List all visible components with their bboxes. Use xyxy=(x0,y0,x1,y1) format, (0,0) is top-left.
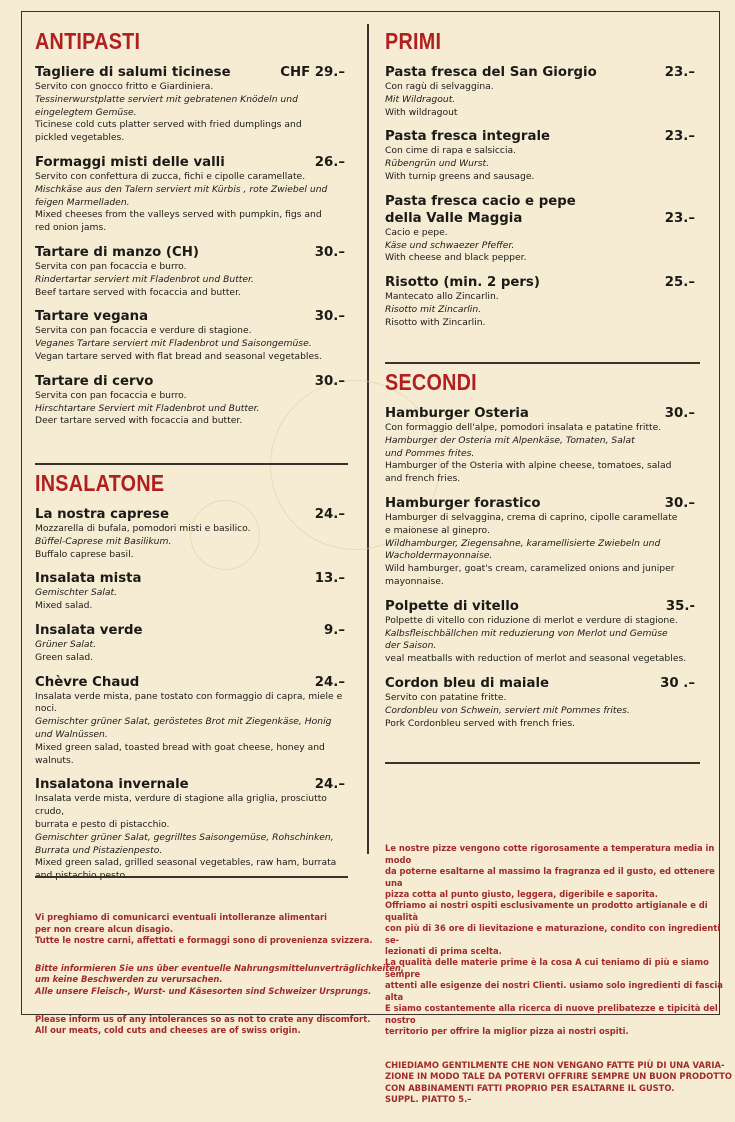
item-description-en: Mixed green salad, grilled seasonal vegetables, raw ham, burrata xyxy=(35,857,337,869)
item-description-it: Insalata verde mista, pane tostato con formaggio di capra, miele e noci. xyxy=(35,690,343,715)
menu-item xyxy=(385,274,703,329)
item-name: Insalata verde xyxy=(35,622,143,638)
item-description-it: Insalata verde mista, verdure di stagione alla griglia, prosciutto crudo, burrata e pesto di pistacchio. xyxy=(35,793,327,830)
item-description-en: Risotto with Zincarlin. xyxy=(385,316,486,328)
section-divider xyxy=(35,876,348,878)
section-title: ANTIPASTI xyxy=(35,28,141,54)
menu-item xyxy=(35,373,353,428)
item-price: 30 .– xyxy=(660,675,695,691)
item-description-en: Mixed salad. xyxy=(35,600,93,612)
item-price: 26.– xyxy=(314,154,345,170)
item-description-it: Con cime di rapa e salsiccia. xyxy=(385,145,517,157)
section-title: INSALATONE xyxy=(35,470,165,496)
allergy-note xyxy=(35,901,404,1053)
item-price: 30.– xyxy=(664,495,695,511)
item-description-de: Mit Wildragout. xyxy=(385,93,456,105)
item-description-en: With cheese and black pepper. xyxy=(385,252,527,264)
item-description-de: Wildhamburger, Ziegensahne, karamellisierte Zwiebeln und Wacholdermayonnaise. xyxy=(385,537,661,562)
item-description-en: Pork Cordonbleu served with french fries. xyxy=(385,717,576,729)
item-description-de: Kalbsfleischbällchen mit reduzierung von Merlot und Gemüse der Saison. xyxy=(385,627,668,652)
item-name: Pasta fresca del San Giorgio xyxy=(385,65,597,80)
item-description-it: Servita con pan focaccia e burro. xyxy=(35,389,187,401)
item-description-de: Grüner Salat. xyxy=(35,638,97,650)
item-description-de: Rindertartar serviert mit Fladenbrot und Butter. xyxy=(35,273,254,285)
item-description-en: Deer tartare served with focaccia and butter. xyxy=(35,415,243,427)
item-description-en: Ticinese cold cuts platter served with fried dumplings and pickled vegetables. xyxy=(35,119,302,144)
item-description-de: Gemischter grüner Salat, gegrilltes Saisongemüse, Rohschinken, Burrata und Pistazienpesto. xyxy=(35,831,334,856)
menu-item xyxy=(385,405,703,486)
item-price: 13.– xyxy=(314,571,345,587)
item-name: Risotto (min. 2 pers) xyxy=(385,275,540,291)
item-description-it: Mozzarella di bufala, pomodori misti e basilico. xyxy=(35,523,251,534)
item-description-en: Mixed green salad, toasted bread with goat cheese, honey and walnuts. xyxy=(35,741,325,766)
item-description-en: Vegan tartare served with flat bread and seasonal vegetables. xyxy=(35,350,322,362)
item-description-it: Servito con confettura di zucca, fichi e cipolle caramellate. xyxy=(35,170,306,182)
item-description-de: Tessinerwurstplatte serviert mit gebratenen Knödeln und eingelegtem Gemüse. xyxy=(35,93,298,118)
section-insalatone xyxy=(35,470,353,892)
item-description-it: Con formaggio dell'alpe, pomodori insalata e patatine fritte. xyxy=(385,422,662,433)
item-description-de: Cordonbleu von Schwein, serviert mit Pommes frites. xyxy=(385,704,630,716)
menu-item xyxy=(385,495,703,589)
allergy-note-it: Vi preghiamo di comunicarci eventuali intolleranze alimentari per non creare alcun disagio. Tutte le nostre carni, affettati e formaggi sono di provenienza svizzera. xyxy=(35,912,373,946)
menu-item xyxy=(385,128,703,183)
menu-item xyxy=(35,308,353,363)
item-description-en: Hamburger of the Osteria with alpine cheese, tomatoes, salad and french fries. xyxy=(385,460,672,485)
menu-item xyxy=(35,622,353,665)
item-name: Pasta fresca cacio e pepe della Valle Maggia xyxy=(385,193,576,226)
section-antipasti xyxy=(35,28,353,437)
item-name: Cordon bleu di maiale xyxy=(385,675,550,691)
item-description-en: Wild hamburger, goat's cream, caramelized onions and juniper mayonnaise. xyxy=(385,563,675,587)
item-description-de: Risotto mit Zincarlin. xyxy=(385,303,482,315)
item-description-de: Hamburger der Osteria mit Alpenkäse, Tomaten, Salat und Pommes frites. xyxy=(385,434,635,459)
item-price: 30.– xyxy=(314,309,345,325)
menu-item xyxy=(35,154,353,235)
item-name: Insalata mista xyxy=(35,571,142,587)
item-description-en: Beef tartare served with focaccia and butter. xyxy=(35,286,241,298)
item-description-de: Büffel-Caprese mit Basilikum. xyxy=(35,535,172,547)
item-price: 25.– xyxy=(664,275,695,291)
variations-note: CHIEDIAMO GENTILMENTE CHE NON VENGANO FATTE PIÙ DI UNA VARIA- ZIONE IN MODO TALE DA POTERVI OFFRIRE SEMPRE UN BUON PRODOTTO CON ABBINAMENTI FATTI PROPRIO PER ESALTARNE IL GUSTO. SUPPL. PIATTO 5.– xyxy=(385,1059,732,1104)
item-description-de: Gemischter Salat. xyxy=(35,587,118,599)
item-description-de: Hirschtartare Serviert mit Fladenbrot und Butter. xyxy=(35,402,260,414)
item-name: La nostra caprese xyxy=(35,507,169,522)
item-description-de: Mischkäse aus den Talern serviert mit Kürbis , rote Zwiebel und feigen Marmelladen. xyxy=(35,183,328,208)
menu-item xyxy=(35,506,353,561)
item-price: 35.- xyxy=(665,598,695,614)
item-price: CHF 29.– xyxy=(280,65,345,80)
menu-item xyxy=(35,674,353,768)
item-name: Tartare di manzo (CH) xyxy=(35,244,199,260)
item-price: 24.– xyxy=(314,674,345,690)
item-description-de: Käse und schwaezer Pfeffer. xyxy=(385,239,515,251)
item-price: 24.– xyxy=(314,507,345,522)
item-description-it: Cacio e pepe. xyxy=(385,226,448,238)
item-description-de: Gemischter grüner Salat, geröstetes Brot mit Ziegenkäse, Honig und Walnüssen. xyxy=(35,716,332,740)
item-name: Chèvre Chaud xyxy=(35,674,140,690)
item-description-it: Servita con pan focaccia e burro. xyxy=(35,260,187,272)
item-name: Insalatona invernale xyxy=(35,777,189,793)
item-description-it: Polpette di vitello con riduzione di merlot e verdure di stagione. xyxy=(385,614,678,626)
item-description-en: Green salad. xyxy=(35,651,94,663)
item-price: 30.– xyxy=(664,406,695,421)
item-description-en: veal meatballs with reduction of merlot and seasonal vegetables. xyxy=(385,653,687,665)
item-name: Tagliere di salumi ticinese xyxy=(35,65,231,80)
item-description-it: Con ragù di selvaggina. xyxy=(385,81,494,92)
allergy-note-de: Bitte informieren Sie uns über eventuelle Nahrungsmittelunverträglichkeiten, um keine Beschwerden zu verursachen. Alle unsere Fleisch-, Wurst- und Käsesorten sind Schweizer Ursprungs. xyxy=(35,963,405,996)
item-description-it: Hamburger di selvaggina, crema di caprino, cipolle caramellate e maionese al ginepro. xyxy=(385,511,678,536)
menu-item xyxy=(35,244,353,299)
item-name: Hamburger Osteria xyxy=(385,406,529,421)
item-name: Polpette di vitello xyxy=(385,598,519,614)
item-description-en: With turnip greens and sausage. xyxy=(385,170,535,182)
item-price: 23.– xyxy=(664,210,695,226)
item-price: 23.– xyxy=(664,129,695,145)
item-description-de: Rübengrün und Wurst. xyxy=(385,158,490,170)
section-divider xyxy=(35,463,348,465)
item-price: 30.– xyxy=(314,244,345,260)
item-name: Formaggi misti delle valli xyxy=(35,154,225,170)
section-secondi xyxy=(385,369,703,739)
item-description-it: Servita con pan focaccia e verdure di stagione. xyxy=(35,325,252,337)
item-price: 30.– xyxy=(314,373,345,389)
menu-item xyxy=(385,64,703,119)
menu-item xyxy=(385,598,703,666)
item-name: Pasta fresca integrale xyxy=(385,129,551,145)
section-title: SECONDI xyxy=(385,369,477,395)
item-description-it: Servito con patatine fritte. xyxy=(385,691,507,703)
item-price: 9.– xyxy=(324,622,345,638)
item-description-it: Servito con gnocco fritto e Giardiniera. xyxy=(35,81,214,92)
menu-item xyxy=(385,193,703,265)
item-description-de: Veganes Tartare serviert mit Fladenbrot und Saisongemüse. xyxy=(35,338,312,350)
allergy-note-en: Please inform us of any intolerances so as not to crate any discomfort. All our meats, cold cuts and cheeses are of swiss origin. xyxy=(35,1013,371,1036)
menu-item xyxy=(35,776,353,883)
section-divider xyxy=(385,762,700,764)
section-primi xyxy=(385,28,703,339)
item-name: Tartare di cervo xyxy=(35,373,154,389)
menu-item xyxy=(35,64,353,145)
item-description-en: With wildragout xyxy=(385,106,458,118)
item-name: Tartare vegana xyxy=(35,309,149,325)
section-title: PRIMI xyxy=(385,28,442,54)
section-divider xyxy=(385,362,700,364)
item-name: Hamburger forastico xyxy=(385,495,541,511)
menu-item xyxy=(35,570,353,613)
pizza-note xyxy=(385,832,735,1122)
item-price: 23.– xyxy=(664,65,695,80)
pizza-description: Le nostre pizze vengono cotte rigorosamente a temperatura media in modo da poterne esaltarne al massimo la fragranza ed il gusto, ed ottenere una pizza cotta al punto giusto, leggera, digeribile e saporita. Offriamo ai nostri ospiti esclusivamente un prodotto artigianale e di qualità con più di 36 ore di lievitazione e maturazione, condito con ingredienti se- lezionati di prima scelta. La qualità delle materie prime è la cosa A cui teniamo di più e siamo sempre attenti alle esigenze dei nostri Clienti. usiamo solo ingredienti di fascia alta E siamo costantemente alla ricerca di nuove prelibatezze e tipicità del nostro territorio per offrire la miglior pizza ai nostri ospiti. xyxy=(385,843,723,1036)
item-price: 24.– xyxy=(314,777,345,793)
item-description-en: Buffalo caprese basil. xyxy=(35,548,134,560)
item-description-it: Mantecato allo Zincarlin. xyxy=(385,291,499,303)
menu-item xyxy=(385,675,703,730)
item-description-en: Mixed cheeses from the valleys served with pumpkin, figs and red onion jams. xyxy=(35,209,322,234)
